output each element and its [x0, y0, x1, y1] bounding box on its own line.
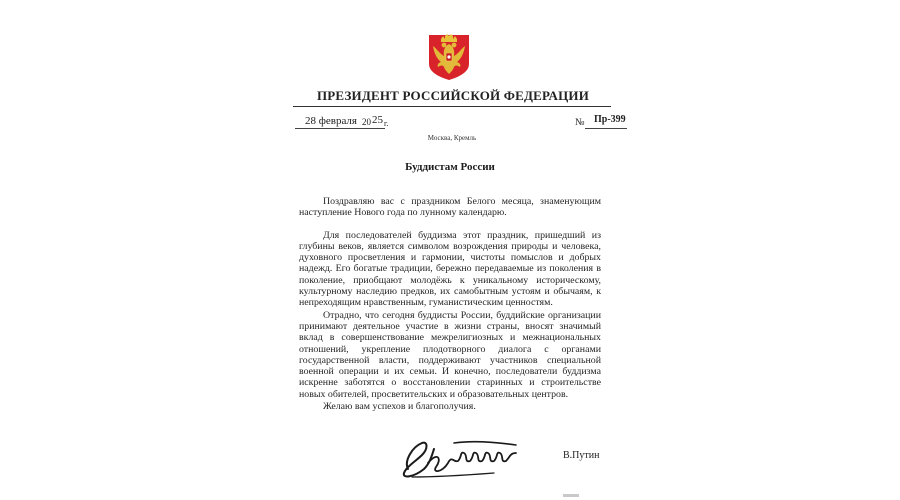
letter-addressee: Буддистам России: [405, 161, 495, 173]
paragraph-2: Для последователей буддизма этот праздник, пришедший из глубины веков, является символом возрождения природы и человека, духовного просветления и гармонии, чистоты помыслов и добрых надежд. Его богатые традиции, бережно передаваемые из поколения в поколение, приобщают молодёжь к уникальному историческому, культурному наследию предков, их самобытным устоям и обычаям, к непреходящим нравственным, гуманистическим ценностям.: [299, 229, 601, 309]
date-year-abbr: г.: [384, 119, 389, 128]
signer-name: В.Путин: [563, 450, 600, 461]
russian-coat-of-arms-icon: [428, 34, 470, 81]
place-of-issue: Москва, Кремль: [427, 134, 477, 142]
paragraph-1: Поздравляю вас с праздником Белого месяца, знаменующим наступление Нового года по лунному календарю.: [299, 196, 601, 219]
header-divider: [293, 106, 611, 107]
date-year-prefix: 20: [362, 117, 371, 127]
document-number: Пр-399: [594, 114, 626, 125]
document-date: [295, 115, 391, 129]
paragraph-4: Желаю вам успехов и благополучия.: [323, 401, 476, 413]
date-year-suffix: 25: [372, 114, 383, 126]
handwritten-signature-icon: [398, 433, 548, 481]
number-sign: №: [575, 117, 585, 128]
number-underline: [585, 128, 627, 129]
date-underline: [295, 128, 385, 129]
letter-body: [299, 196, 601, 412]
page-edge-mark: [563, 494, 579, 497]
date-day-month: 28 февраля: [305, 115, 357, 127]
header-title: ПРЕЗИДЕНТ РОССИЙСКОЙ ФЕДЕРАЦИИ: [316, 88, 590, 103]
paragraph-3: Отрадно, что сегодня буддисты России, буддийские организации принимают деятельное участие в жизни страны, вносят значимый вклад в совершенствование межрелигиозных и межнациональных отношений, укрепление плодотворного диалога с органами государственной власти, поддерживают участников специальной военной операции и их семьи. И конечно, последователи буддизма искренне заботятся о восстановлении старинных и строительстве новых обителей, просветительских и образовательных центров.: [299, 309, 601, 400]
